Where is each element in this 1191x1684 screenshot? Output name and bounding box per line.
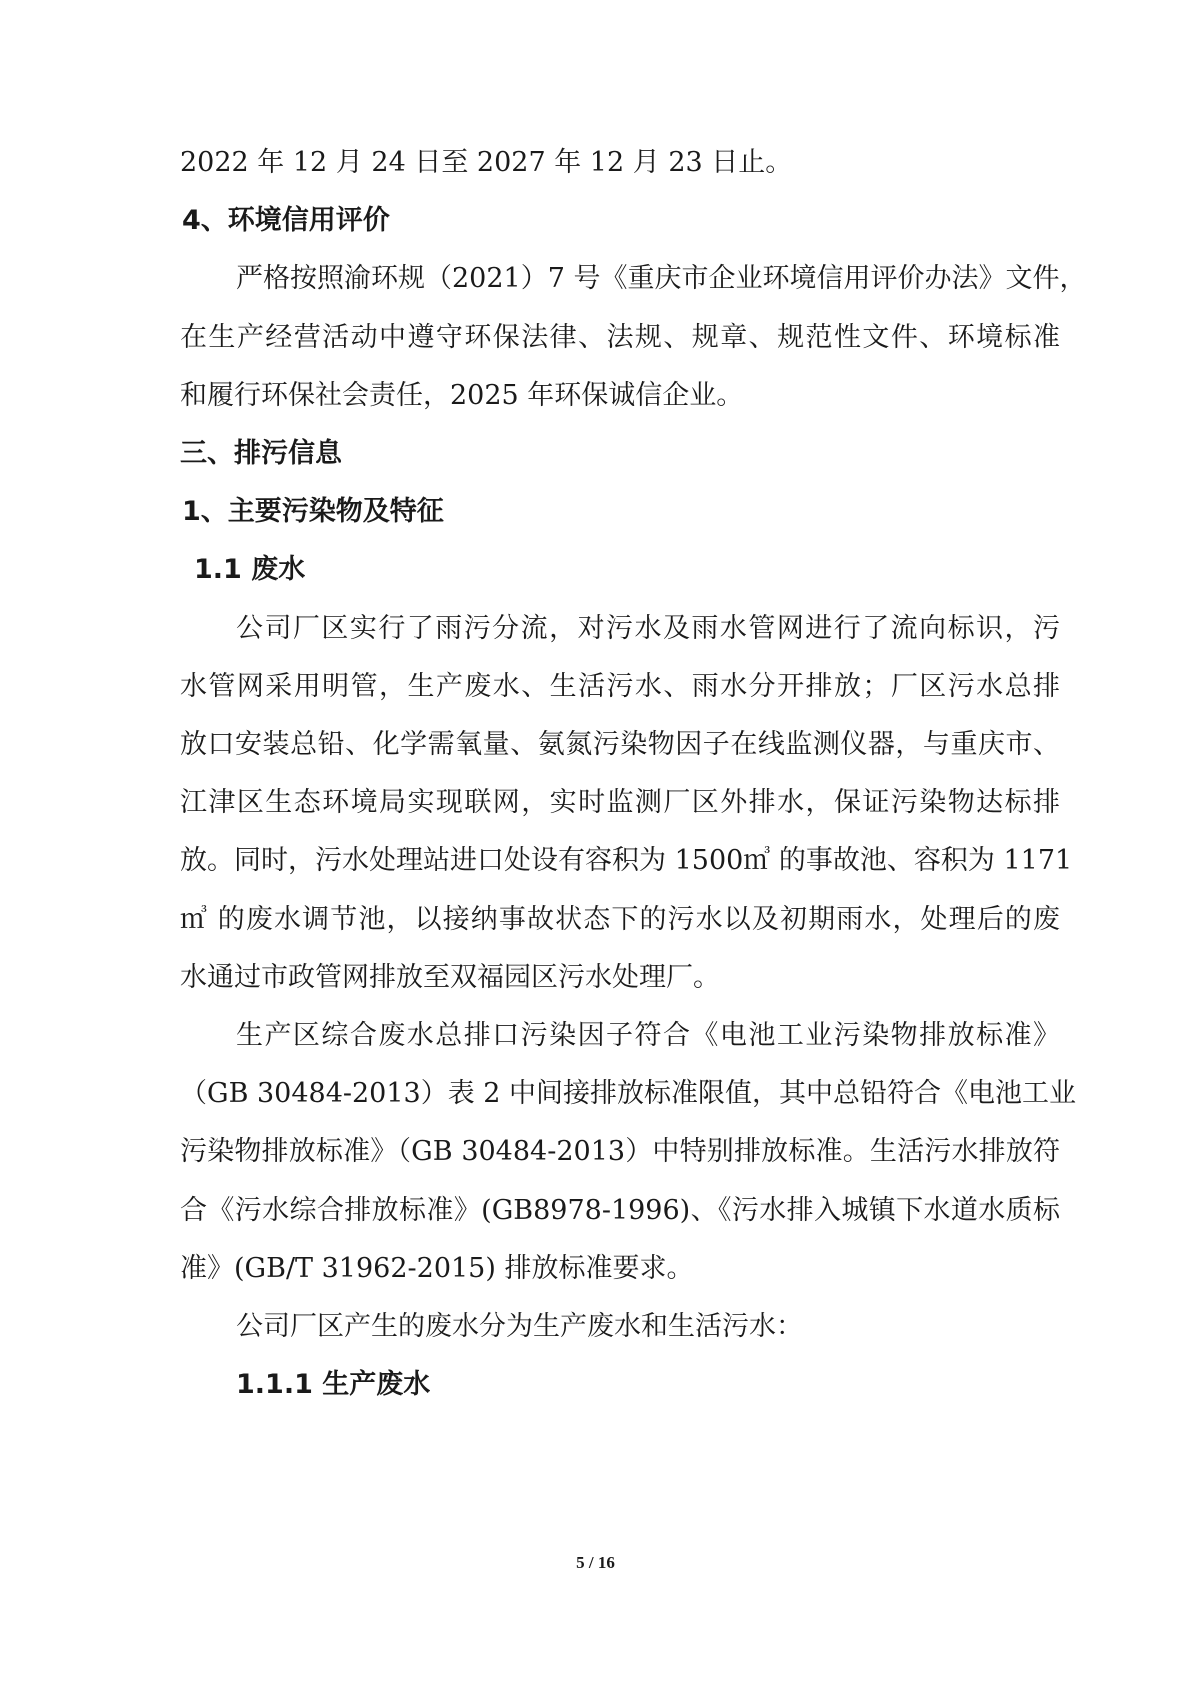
- paragraph-wastewater-types: 公司厂区产生的废水分为生产废水和生活污水：: [236, 1311, 803, 1342]
- paragraph-wastewater-line-1: 公司厂区实行了雨污分流，对污水及雨水管网进行了流向标识，污: [236, 613, 1060, 644]
- paragraph-wastewater-line-3: 放口安装总铅、化学需氧量、氨氮污染物因子在线监测仪器，与重庆市、: [180, 729, 1060, 760]
- page-number: 5 / 16: [576, 1553, 615, 1572]
- paragraph-wastewater-line-7: 水通过市政管网排放至双福园区污水处理厂。: [180, 962, 720, 993]
- paragraph-credit-line-1: 严格按照渝环规（2021）7 号《重庆市企业环境信用评价办法》文件，: [236, 263, 1087, 294]
- paragraph-wastewater-line-5: 放。同时，污水处理站进口处设有容积为 1500㎥ 的事故池、容积为 1171: [180, 845, 1073, 876]
- heading-main-pollutants: 1、主要污染物及特征: [182, 496, 444, 527]
- paragraph-wastewater-line-4: 江津区生态环境局实现联网，实时监测厂区外排水，保证污染物达标排: [180, 787, 1060, 818]
- paragraph-standards-line-4: 合《污水综合排放标准》(GB8978-1996)、《污水排入城镇下水道水质标: [180, 1195, 1060, 1226]
- paragraph-credit-line-2: 在生产经营活动中遵守环保法律、法规、规章、规范性文件、环境标准: [180, 322, 1060, 353]
- heading-credit-evaluation: 4、环境信用评价: [182, 205, 390, 236]
- heading-production-wastewater: 1.1.1 生产废水: [236, 1369, 431, 1400]
- paragraph-wastewater-line-2: 水管网采用明管，生产废水、生活污水、雨水分开排放；厂区污水总排: [180, 671, 1060, 702]
- paragraph-standards-line-1: 生产区综合废水总排口污染因子符合《电池工业污染物排放标准》: [236, 1020, 1060, 1051]
- paragraph-standards-line-5: 准》(GB/T 31962-2015) 排放标准要求。: [180, 1253, 694, 1284]
- heading-wastewater: 1.1 废水: [194, 554, 306, 585]
- heading-emission-info: 三、排污信息: [180, 438, 342, 469]
- paragraph-standards-line-3: 污染物排放标准》（GB 30484-2013）中特别排放标准。生活污水排放符: [180, 1136, 1060, 1167]
- text-line-date: 2022 年 12 月 24 日至 2027 年 12 月 23 日止。: [180, 147, 793, 178]
- paragraph-standards-line-2: （GB 30484-2013）表 2 中间接排放标准限值，其中总铅符合《电池工业: [180, 1078, 1077, 1109]
- paragraph-credit-line-3: 和履行环保社会责任，2025 年环保诚信企业。: [180, 380, 744, 411]
- paragraph-wastewater-line-6: ㎥ 的废水调节池，以接纳事故状态下的污水以及初期雨水，处理后的废: [180, 904, 1060, 935]
